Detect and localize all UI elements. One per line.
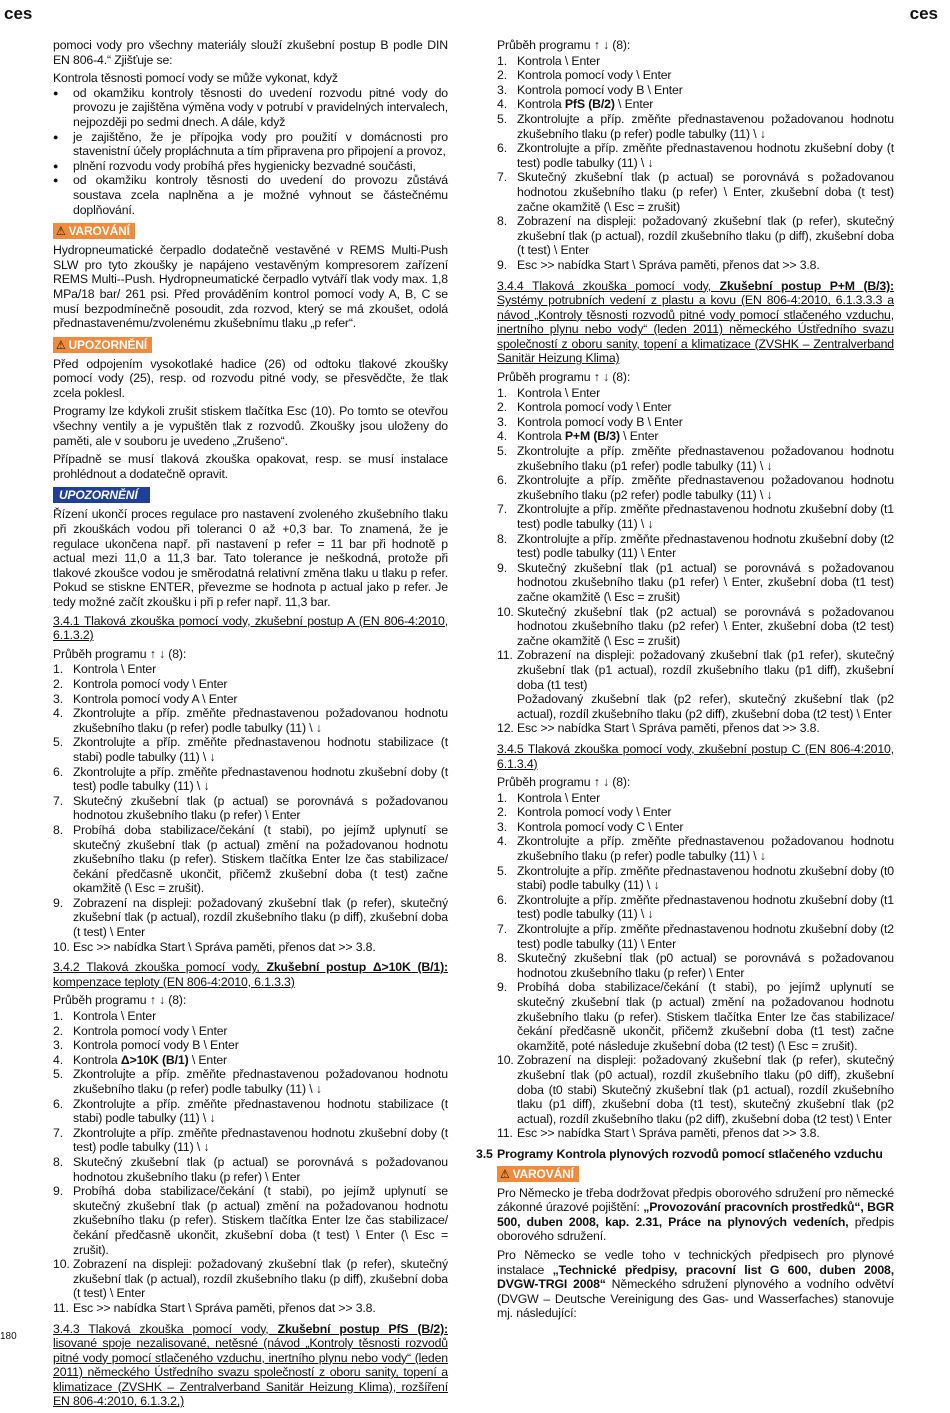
- list-item: 5. Zkontrolujte a příp. změňte přednastavenou požadovanou hodnotu zkušebního tlaku (p1 refer) podle tabulky (11) \ ↓: [497, 444, 894, 473]
- warning-badge: ⚠ VAROVÁNÍ: [497, 1166, 579, 1182]
- numbered-list: [497, 386, 894, 444]
- list-item: 4. Zkontrolujte a příp. změňte přednastavenou požadovanou hodnotu zkušebního tlaku (p refer) podle tabulky (11) \ ↓: [497, 834, 894, 864]
- program-sequence-label: Průběh programu ↑ ↓ (8):: [53, 993, 187, 1008]
- section-heading-3-5: 3.5 Programy Kontrola plynových rozvodů pomocí stlačeného vzduchu: [476, 1146, 883, 1161]
- list-item: 8. Zkontrolujte a příp. změňte přednastavenou hodnotu zkušební doby (t2 test) podle tabulky (11) \ Enter: [497, 531, 894, 561]
- program-sequence-label: Průběh programu ↑ ↓ (8):: [53, 646, 187, 661]
- list-item: 7. Zkontrolujte a příp. změňte přednastavenou hodnotu zkušební doby (t1 test) podle tabulky (11) \ ↓: [497, 502, 894, 531]
- numbered-list: [497, 444, 894, 648]
- warning-triangle-icon: ⚠: [56, 224, 66, 239]
- list-item: 3. Kontrola pomocí vody A \ Enter: [53, 691, 238, 706]
- list-item: 12. Esc >> nabídka Start \ Správa paměti, přenos dat >> 3.8.: [497, 721, 820, 736]
- numbered-list: [53, 662, 448, 954]
- list-item: 5. Zkontrolujte a příp. změňte přednastavenou požadovanou hodnotu zkušebního tlaku (p refer) podle tabulky (11) \ ↓: [53, 1067, 448, 1096]
- paragraph: pomoci vody pro všechny materiály slouží zkušební postup B podle DIN EN 806-4.“ Zjišťuje se:: [53, 38, 448, 67]
- paragraph: Řízení ukončí proces regulace pro nastavení zvoleného zkušebního tlaku při zkouškách vodou při toleranci 0 až +0,3 bar. To znamená, že je regulace ukončena např. při nastavení p refer = 11 bar při hodnotě p actual mezi 11,0 a 11,3 bar. Tato tolerance je neškodná, protože při tlakové zkoušce vodou je směrodatná relativní změna tlaku u tlaku p refer. Pokud se stiskne ENTER, převezme se hodnota p actual jako p refer. Je tedy možné začít zkoušku i při p refer např. 11,3 bar.: [53, 507, 448, 609]
- list-item: 1. Kontrola \ Enter: [53, 662, 157, 677]
- list-item: 2. Kontrola pomocí vody \ Enter: [497, 400, 672, 415]
- list-item: 5. Zkontrolujte a příp. změňte přednastavenou hodnotu stabilizace (t stabi) podle tabulky (11) \ ↓: [53, 735, 448, 764]
- list-item: 9. Skutečný zkušební tlak (p1 actual) se porovnává s požadovanou hodnotou zkušebního tlaku (p1 refer) \ Enter, zkušební doba (t1 test) začne okamžitě (\ Esc = zrušit): [497, 560, 894, 604]
- list-item: 5. Zkontrolujte a příp. změňte přednastavenou hodnotu zkušební doby (t0 stabi) podle tabulky (11) \ ↓: [497, 863, 894, 893]
- numbered-list: [497, 54, 894, 112]
- bullet-list: [53, 130, 448, 218]
- paragraph: Pro Německo je třeba dodržovat předpis oborového sdružení pro německé zákonné úrazové pojištění: „Provozování pracovních prostředků“, BGR 500, duben 2008, kap. 2.31, Práce na plynových vedeních, předpis oborového sdružení.: [497, 1185, 894, 1244]
- list-item: 8. Probíhá doba stabilizace/čekání (t stabi), po jejímž uplynutí se skutečný zkušební tlak (p actual) změní na požadovanou hodnotu zkušebního tlaku (p refer). Stiskem tlačítka Enter lze čas stabilizace/čekání předčasně ukončit, přičemž zkušební doba (t test) začne okamžitě (\ Esc = zrušit).: [53, 822, 448, 896]
- list-item: 7. Skutečný zkušební tlak (p actual) se porovnává s požadovanou hodnotou zkušebního tlaku (p refer) \ Enter, zkušební doba (t test) začne okamžitě (\ Esc = zrušit): [497, 170, 894, 214]
- program-sequence-label: Průběh programu ↑ ↓ (8):: [497, 370, 631, 385]
- note-badge: UPOZORNĚNÍ: [53, 487, 150, 503]
- section-title-3-4-5: 3.4.5 Tlaková zkouška pomocí vody, zkušební postup C (EN 806-4:2010, 6.1.3.4): [497, 741, 894, 771]
- list-item: 1. Kontrola \ Enter: [497, 53, 601, 68]
- list-item: 2. Kontrola pomocí vody \ Enter: [497, 805, 672, 820]
- warning-triangle-icon: ⚠: [500, 1166, 510, 1181]
- list-item: 10. Zobrazení na displeji: požadovaný zkušební tlak (p refer), skutečný zkušební tlak (p actual), rozdíl zkušebního tlaku (p diff), zkušební doba (t test) \ Enter: [53, 1257, 448, 1301]
- list-item: 9. Esc >> nabídka Start \ Správa paměti, přenos dat >> 3.8.: [497, 257, 820, 272]
- list-item: 8. Zobrazení na displeji: požadovaný zkušební tlak (p refer), skutečný zkušební tlak (p actual), rozdíl zkušebního tlaku (p diff), zkušební doba (t test) \ Enter: [497, 214, 894, 258]
- list-item: 8. Skutečný zkušební tlak (p actual) se porovnává s požadovanou hodnotou zkušebního tlaku (p refer) \ Enter: [53, 1154, 448, 1184]
- paragraph: Případně se musí tlaková zkouška opakovat, resp. se musí instalace prohlédnout a dodatečně opravit.: [53, 452, 448, 481]
- list-item: 10. Zobrazení na displeji: požadovaný zkušební tlak (p refer), skutečný zkušební tlak (p0 actual), rozdíl zkušebního tlaku (p0 diff), zkušební doba (t0 stabi) Skutečný zkušební tlak (p1 actual), rozdíl zkušebního tlaku (p1 diff), zkušební doba (t1 test), skutečný zkušební tlak (p2 actual), rozdíl zkušebního tlaku (p2 diff), zkušební doba (t2 test) \ Enter: [497, 1053, 894, 1126]
- numbered-list: [497, 112, 894, 273]
- paragraph: Kontrola těsnosti pomocí vody se může vykonat, když: [53, 71, 338, 86]
- numbered-list: [53, 1009, 448, 1067]
- list-item: 11. Zobrazení na displeji: požadovaný zkušební tlak (p1 refer), skutečný zkušební tlak (p1 actual), rozdíl zkušebního tlaku (p1 diff), zkušební doba (t1 test) Požadovaný zkušební tlak (p2 refer), skutečný zkušební tlak (p2 actual), rozdíl zkušebního tlaku (p2 diff), zkušební doba (t2 test) \ Enter: [497, 648, 894, 721]
- list-item: 4. Kontrola Δ>10K (B/1) \ Enter: [53, 1052, 227, 1067]
- bullet-list: [53, 86, 448, 130]
- program-sequence-label: Průběh programu ↑ ↓ (8):: [497, 38, 631, 52]
- list-item: 10. Esc >> nabídka Start \ Správa paměti, přenos dat >> 3.8.: [53, 939, 376, 954]
- list-item: 9. Zobrazení na displeji: požadovaný zkušební tlak (p refer), skutečný zkušební tlak (p actual), rozdíl zkušebního tlaku (p diff), zkušební doba (t test) \ Enter: [53, 895, 448, 940]
- numbered-list: [497, 791, 894, 1141]
- paragraph: Před odpojením vysokotlaké hadice (26) od odtoku tlakové zkoušky pomocí vody (25), resp. od rozvodu pitné vody, se přesvědčte, že tlak zcela poklesl.: [53, 356, 448, 400]
- header-right-code: ces: [909, 4, 938, 23]
- warning-triangle-icon: ⚠: [56, 337, 66, 352]
- list-item: ● plnění rozvodu vody probíhá přes hygienicky bezvadné součásti,: [53, 159, 448, 174]
- list-item: 4. Zkontrolujte a příp. změňte přednastavenou požadovanou hodnotu zkušebního tlaku (p refer) podle tabulky (11) \ ↓: [53, 706, 448, 735]
- section-title-3-4-4: 3.4.4 Tlaková zkouška pomocí vody, Zkušební postup P+M (B/3): Systémy potrubních vedení z plastu a kovu (EN 806-4:2010, 6.1.3.3.3 a návod „Kontroly těsnosti rozvodů pitné vody pomocí stlačeného vzduchu, inertního plynu nebo vody“ (leden 2011) německého Ústředního svazu společností z oboru sanity, topení a klimatizace (ZVSHK – Zentralverband Sanitär Heizung Klima): [497, 278, 894, 366]
- numbered-list: [53, 1067, 448, 1315]
- list-item: 8. Skutečný zkušební tlak (p0 actual) se porovnává s požadovanou hodnotou zkušebního tlaku (p refer) \ Enter: [497, 951, 894, 980]
- list-item: 2. Kontrola pomocí vody \ Enter: [53, 676, 228, 691]
- list-item: 6. Zkontrolujte a příp. změňte přednastavenou hodnotu stabilizace (t stabi) podle tabulky (11) \ ↓: [53, 1096, 448, 1126]
- list-item: ● od okamžiku kontroly těsnosti do uvedení do provozu zůstává soustava zcela naplněna a je možné vyhnout se částečnému doplňování.: [53, 173, 448, 217]
- list-item: 3. Kontrola pomocí vody B \ Enter: [497, 414, 683, 429]
- section-title-3-4-1: 3.4.1 Tlaková zkouška pomocí vody, zkušební postup A (EN 806-4:2010, 6.1.3.2): [53, 613, 448, 643]
- left-column: [53, 38, 448, 1413]
- section-title-3-4-3: 3.4.3 Tlaková zkouška pomocí vody, Zkušební postup PfS (B/2): lisované spoje nezalisované, netěsné (návod „Kontroly těsnosti rozvodů pitné vody pomocí stlačeného vzduchu, inertního plynu nebo vody“ (leden 2011) německého Ústředního svazu společností z oboru sanity, topení a klimatizace (ZVSHK – Zentralverband Sanitär Heizung Klima), rozšíření EN 806-4:2010, 6.1.3.2,): [53, 1321, 448, 1409]
- list-item: 9. Probíhá doba stabilizace/čekání (t stabi), po jejímž uplynutí se skutečný zkušební tlak (p actual) změní na požadovanou hodnotu zkušebního tlaku (p refer). Stiskem tlačítka Enter lze čas stabilizace/čekání předčasně ukončit, přičemž zkušební doba (t1 test) začne okamžitě, poté následuje zkušební doba (t2 test) (\ Esc = zrušit).: [497, 980, 894, 1053]
- program-sequence-label: Průběh programu ↑ ↓ (8):: [497, 775, 631, 790]
- list-item: 10. Skutečný zkušební tlak (p2 actual) se porovnává s požadovanou hodnotou zkušebního tlaku (p2 refer) \ Enter, zkušební doba (t2 test) začne okamžitě (\ Esc = zrušit): [497, 604, 894, 648]
- list-item: ● od okamžiku kontroly těsnosti do uvedení rozvodu pitné vody do provozu je zajištěna výměna vody v potrubí v pravidelných intervalech, nejpozději po sedmi dnech. A dále, když: [53, 86, 448, 130]
- paragraph: Hydropneumatické čerpadlo dodatečně vestavěné v REMS Multi-Push SLW pro tyto zkoušky je napájeno vestavěným kompresorem zařízení REMS Multi--Push. Hydropneumatické čerpadlo vytváří tlak vody max. 1,8 MPa/18 bar/ 261 psi. Před prováděním kontrol pomocí vody A, B, C se musí bezpodmínečně posoudit, zda rozvod, který se má zkoušet, odolá přednastavenému/zvolenému zkušebnímu tlaku „p refer“.: [53, 243, 448, 331]
- right-column: [476, 38, 894, 1325]
- list-item: 2. Kontrola pomocí vody \ Enter: [497, 68, 672, 83]
- paragraph: Programy lze kdykoli zrušit stiskem tlačítka Esc (10). Po tomto se otevřou všechny ventily a je vypuštěn tlak z rozvodů. Zkoušky jsou uloženy do paměti, ale v souboru je uvedeno „Zrušeno“.: [53, 404, 448, 448]
- warning-badge: ⚠ VAROVÁNÍ: [53, 223, 135, 239]
- list-item: 3. Kontrola pomocí vody B \ Enter: [53, 1038, 239, 1053]
- list-item: 6. Zkontrolujte a příp. změňte přednastavenou hodnotu zkušební doby (t1 test) podle tabulky (11) \ ↓: [497, 892, 894, 922]
- header-left-code: ces: [4, 4, 33, 23]
- list-item: 2. Kontrola pomocí vody \ Enter: [53, 1023, 228, 1038]
- list-item: 4. Kontrola PfS (B/2) \ Enter: [497, 97, 654, 112]
- list-item: 4. Kontrola P+M (B/3) \ Enter: [497, 429, 659, 444]
- list-item: 6. Zkontrolujte a příp. změňte přednastavenou hodnotu zkušební doby (t test) podle tabulky (11) \ ↓: [497, 141, 894, 170]
- list-item: 1. Kontrola \ Enter: [53, 1009, 157, 1024]
- list-item: 7. Skutečný zkušební tlak (p actual) se porovnává s požadovanou hodnotou zkušebního tlaku (p refer) \ Enter: [53, 793, 448, 823]
- page-number: 180: [0, 1331, 17, 1342]
- list-item: 6. Zkontrolujte a příp. změňte přednastavenou požadovanou hodnotu zkušebního tlaku (p2 refer) podle tabulky (11) \ ↓: [497, 473, 894, 502]
- numbered-list: [497, 648, 894, 736]
- list-item: 6. Zkontrolujte a příp. změňte přednastavenou hodnotu zkušební doby (t test) podle tabulky (11) \ ↓: [53, 764, 448, 794]
- list-item: 3. Kontrola pomocí vody B \ Enter: [497, 82, 683, 97]
- list-item: 3. Kontrola pomocí vody C \ Enter: [497, 819, 684, 834]
- list-item: 7. Zkontrolujte a příp. změňte přednastavenou hodnotu zkušební doby (t test) podle tabulky (11) \ ↓: [53, 1125, 448, 1155]
- list-item: 9. Probíhá doba stabilizace/čekání (t stabi), po jejímž uplynutí se skutečný zkušební tlak (p actual) změní na požadovanou hodnotu zkušebního tlaku (p refer). Stiskem tlačítka Enter lze čas stabilizace/čekání předčasně ukončit, zkušební doba (t test) \ Enter (\ Esc = zrušit).: [53, 1184, 448, 1257]
- list-item: 1. Kontrola \ Enter: [497, 790, 601, 805]
- list-item: 7. Zkontrolujte a příp. změňte přednastavenou hodnotu zkušební doby (t2 test) podle tabulky (11) \ Enter: [497, 922, 894, 951]
- list-item: 11. Esc >> nabídka Start \ Správa paměti, přenos dat >> 3.8.: [497, 1126, 820, 1141]
- list-item: 5. Zkontrolujte a příp. změňte přednastavenou požadovanou hodnotu zkušebního tlaku (p refer) podle tabulky (11) \ ↓: [497, 111, 894, 141]
- list-item: ● je zajištěno, že je přípojka vody pro použití v domácnosti pro stavenistní účely propláchnuta a tím připravena pro připojení a provoz,: [53, 130, 448, 159]
- paragraph: Pro Německo se vedle toho v technických předpisech pro plynové instalace „Technické předpisy, pracovní list G 600, duben 2008, DVGW-TRGI 2008“ Německého sdružení plynového a vodního odvětví (DVGW – Deutsche Vereinigung des Gas- und Wasserfaches) stanovuje mj. následující:: [497, 1247, 894, 1321]
- list-item: 1. Kontrola \ Enter: [497, 385, 601, 400]
- list-item: 11. Esc >> nabídka Start \ Správa paměti, přenos dat >> 3.8.: [53, 1300, 376, 1315]
- caution-badge: ⚠ UPOZORNĚNÍ: [53, 337, 152, 353]
- section-title-3-4-2: 3.4.2 Tlaková zkouška pomocí vody, Zkušební postup Δ>10K (B/1): kompenzace teploty (EN 806-4:2010, 6.1.3.3): [53, 960, 448, 989]
